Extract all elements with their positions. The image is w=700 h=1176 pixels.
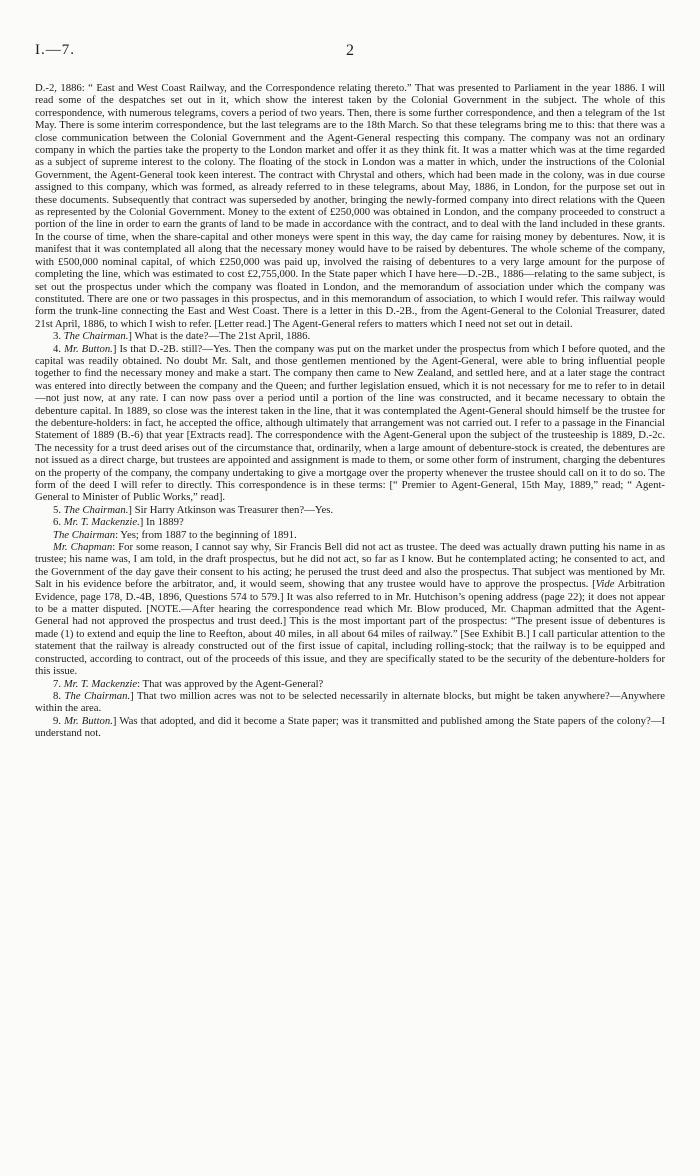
paragraph-text: ] That two million acres was not to be selected necessarily in alternate blocks, but might be taken anywhere?—Anywhere within the area. (35, 689, 665, 715)
page-reference: I.—7. (35, 42, 75, 58)
speaker-name: The Chairman. (63, 503, 129, 516)
speaker-name: Mr. Chapman (53, 541, 113, 554)
paragraph-text: : Yes; from 1887 to the beginning of 1891. (115, 528, 297, 541)
paragraph-text: 7. (53, 677, 64, 690)
paragraph (35, 715, 665, 740)
speaker-name: Vide (595, 578, 615, 591)
paragraph-text: 4. (53, 342, 65, 355)
paragraph (35, 516, 665, 528)
paragraph-text: ] Sir Harry Atkinson was Treasurer then?—Yes. (128, 503, 334, 516)
speaker-name: The Chairman (53, 528, 116, 541)
paragraph-text: : For some reason, I cannot say why, Sir Francis Bell did not act as trustee. The deed was actually drawn putting his name in as trustee; his name was, I am told, in the draft prospectus, but he did not act, so far as I know. But he contemplated acting; he consented to act, and the Government of the day gave their consent to his acting; he perused the trust deed and also the prospectus. That subject was mentioned by Mr. Salt in his evidence before the arbitrator, and, it would seem, showing that any trustee would have to approve the prospectus. [ (35, 541, 665, 591)
paragraph-text: ] What is the date?—The 21st April, 1886. (128, 330, 311, 343)
paragraph (35, 678, 665, 690)
paragraph-text: 9. (53, 714, 65, 727)
paragraph-text: ] Was that adopted, and did it become a State paper; was it transmitted and published among the State papers of the colony?—I understand not. (35, 714, 666, 740)
speaker-name: Mr. Button. (64, 714, 113, 727)
paragraph-text: Arbitration Evidence, page 178, D.-4B, 1896, Questions 574 to 579.] It was also referred to in Mr. Hutchison’s opening address (page 22); it does not appear to be a matter disputed. [NOTE.—After hearing the correspondence read which Mr. Blow produced, Mr. Chapman admitted that the Agent-General had not approved the prospectus and trust deed.] This is the most important part of the prospectus: “The present issue of debentures is made (1) to extend and equip the line to Reefton, about 40 miles, in all about 64 miles of railway.” [See Exhibit B.] I call particular attention to the statement that the railway is already constructed out of the first issue of capital, including rolling-stock; that the railway is to be equipped and constructed, according to contract, out of the proceeds of this issue, and they are specifically stated to be the security of the debenture-holders for this issue. (35, 578, 665, 678)
paragraph (35, 541, 665, 677)
paragraph (35, 82, 665, 330)
page-number: 2 (346, 42, 354, 59)
speaker-name: The Chairman. (64, 689, 131, 702)
paragraph (35, 504, 665, 516)
paragraph-text: 3. (53, 330, 64, 343)
paragraph (35, 330, 665, 342)
speaker-name: Mr. T. Mackenzie (63, 677, 138, 690)
paragraph (35, 690, 665, 715)
paragraph-text: D.-2, 1886: “ East and West Coast Railway, and the Correspondence relating thereto.” That was presented to Parliament in the year 1886. I will read some of the despatches set out in it, which show the interest taken by the Colonial Government in the subject. The whole of this correspondence, with numerous telegrams, covers a period of two years. Then, there is some further correspondence, and then a telegram of the 1st May. There is some interim correspondence, but the last telegrams are to the 18th March. So that these telegrams bring me to this: that there was a close communication between the Colonial Government and the Agent-General respecting this company. The company was not an ordinary company in which the parties take the property to the London market and offer it as they think fit. It was a matter which was at the time regarded as a subject of supreme interest to the colony. The floating of the stock in London was a matter in which, under the instructions of the Colonial Government, the Agent-General took keen interest. The contract with Chrystal and others, which had been made in the colony, was in due course assigned to this company, which was formed, as already referred to in these telegrams, about May, 1886, in London, for the purpose set out in these documents. Subsequently that contract was superseded by another, bringing the newly-formed company into direct relations with the Queen as represented by the Colonial Government. Money to the extent of £250,000 was obtained in London, and the company proceeded to construct a portion of the line in order to earn the grants of land to be made in accordance with the contract, and to deal with the land included in these grants. In the course of time, when the share-capital and other moneys were spent in this way, the day came for raising money by debentures. Now, it is manifest that it was contemplated all along that the necessary money would have to be raised by debentures. The whole scheme of the company, with £500,000 nominal capital, of which £250,000 was paid up, involved the raising of debentures to a very large amount for the purpose of completing the line, which was estimated to cost £2,755,000. In the State paper which I have here—D.-2B., 1886—relating to the same subject, is set out the prospectus under which the company was floated in London, and the memorandum of association under which the company was constituted. There are one or two passages in this prospectus, and in this memorandum of association, to which I would refer. This railway would form the trunk-line connecting the East and West Coast. There is a letter in this D.-2B., from the Agent-General to the Colonial Treasurer, dated 21st April, 1886, to which I wish to refer. [Letter read.] The Agent-General refers to matters which I need not set out in detail. (35, 82, 665, 330)
paragraph (35, 343, 665, 504)
paragraph-text: : That was approved by the Agent-General? (137, 677, 324, 690)
paragraph (35, 529, 665, 541)
speaker-name: The Chairman. (63, 330, 129, 343)
speaker-name: Mr. T. Mackenzie. (63, 516, 140, 529)
paragraph-text: 6. (53, 516, 64, 529)
speaker-name: Mr. Button. (64, 342, 113, 355)
paragraph-text: ] Is that D.-2B. still?—Yes. Then the company was put on the market under the prospectus from which I before quoted, and the capital was readily obtained. No doubt Mr. Salt, and those gentlemen mentioned by the Agent-General, were able to bring influential people together to find the necessary money and make a start. The company then came to New Zealand, and settled here, and at a later stage the contract was entered into directly between the company and the Queen; and further legislation ensued, which it is not necessary for me to refer to in detail—not just now, at any rate. I can now pass over a period until a portion of the line was constructed, and it became necessary to obtain the debenture capital. In 1889, so close was the interest taken in the line, that it was contemplated the Agent-General should himself be the trustee for the debenture-holders: in fact, he accepted the office, although ultimately that arrangement was not carried out. I refer to a passage in the Financial Statement of 1889 (B.-6) that year [Extracts read]. The correspondence with the Agent-General upon the subject of the trusteeship is 1889, D.-2c. The necessity for a trust deed arises out of the circumstance that, ordinarily, when a large amount of debenture-stock is created, the debentures are not issued as a direct charge, but trustees are appointed and assignment is made to them, or some other form of instrument, charging the debentures on the property of the company, the company undertaking to give a mortgage over the property whenever the trustee should call on it to do so. The form of the deed I will refer to directly. This correspondence is in these terms: [“ Premier to Agent-General, 15th May, 1889,” read; “ Agent-General to Minister of Public Works,” read]. (35, 342, 666, 504)
document-body (35, 82, 665, 740)
paragraph-text: ] In 1889? (139, 516, 184, 529)
paragraph-text: 8. (53, 689, 65, 702)
paragraph-text: 5. (53, 503, 64, 516)
